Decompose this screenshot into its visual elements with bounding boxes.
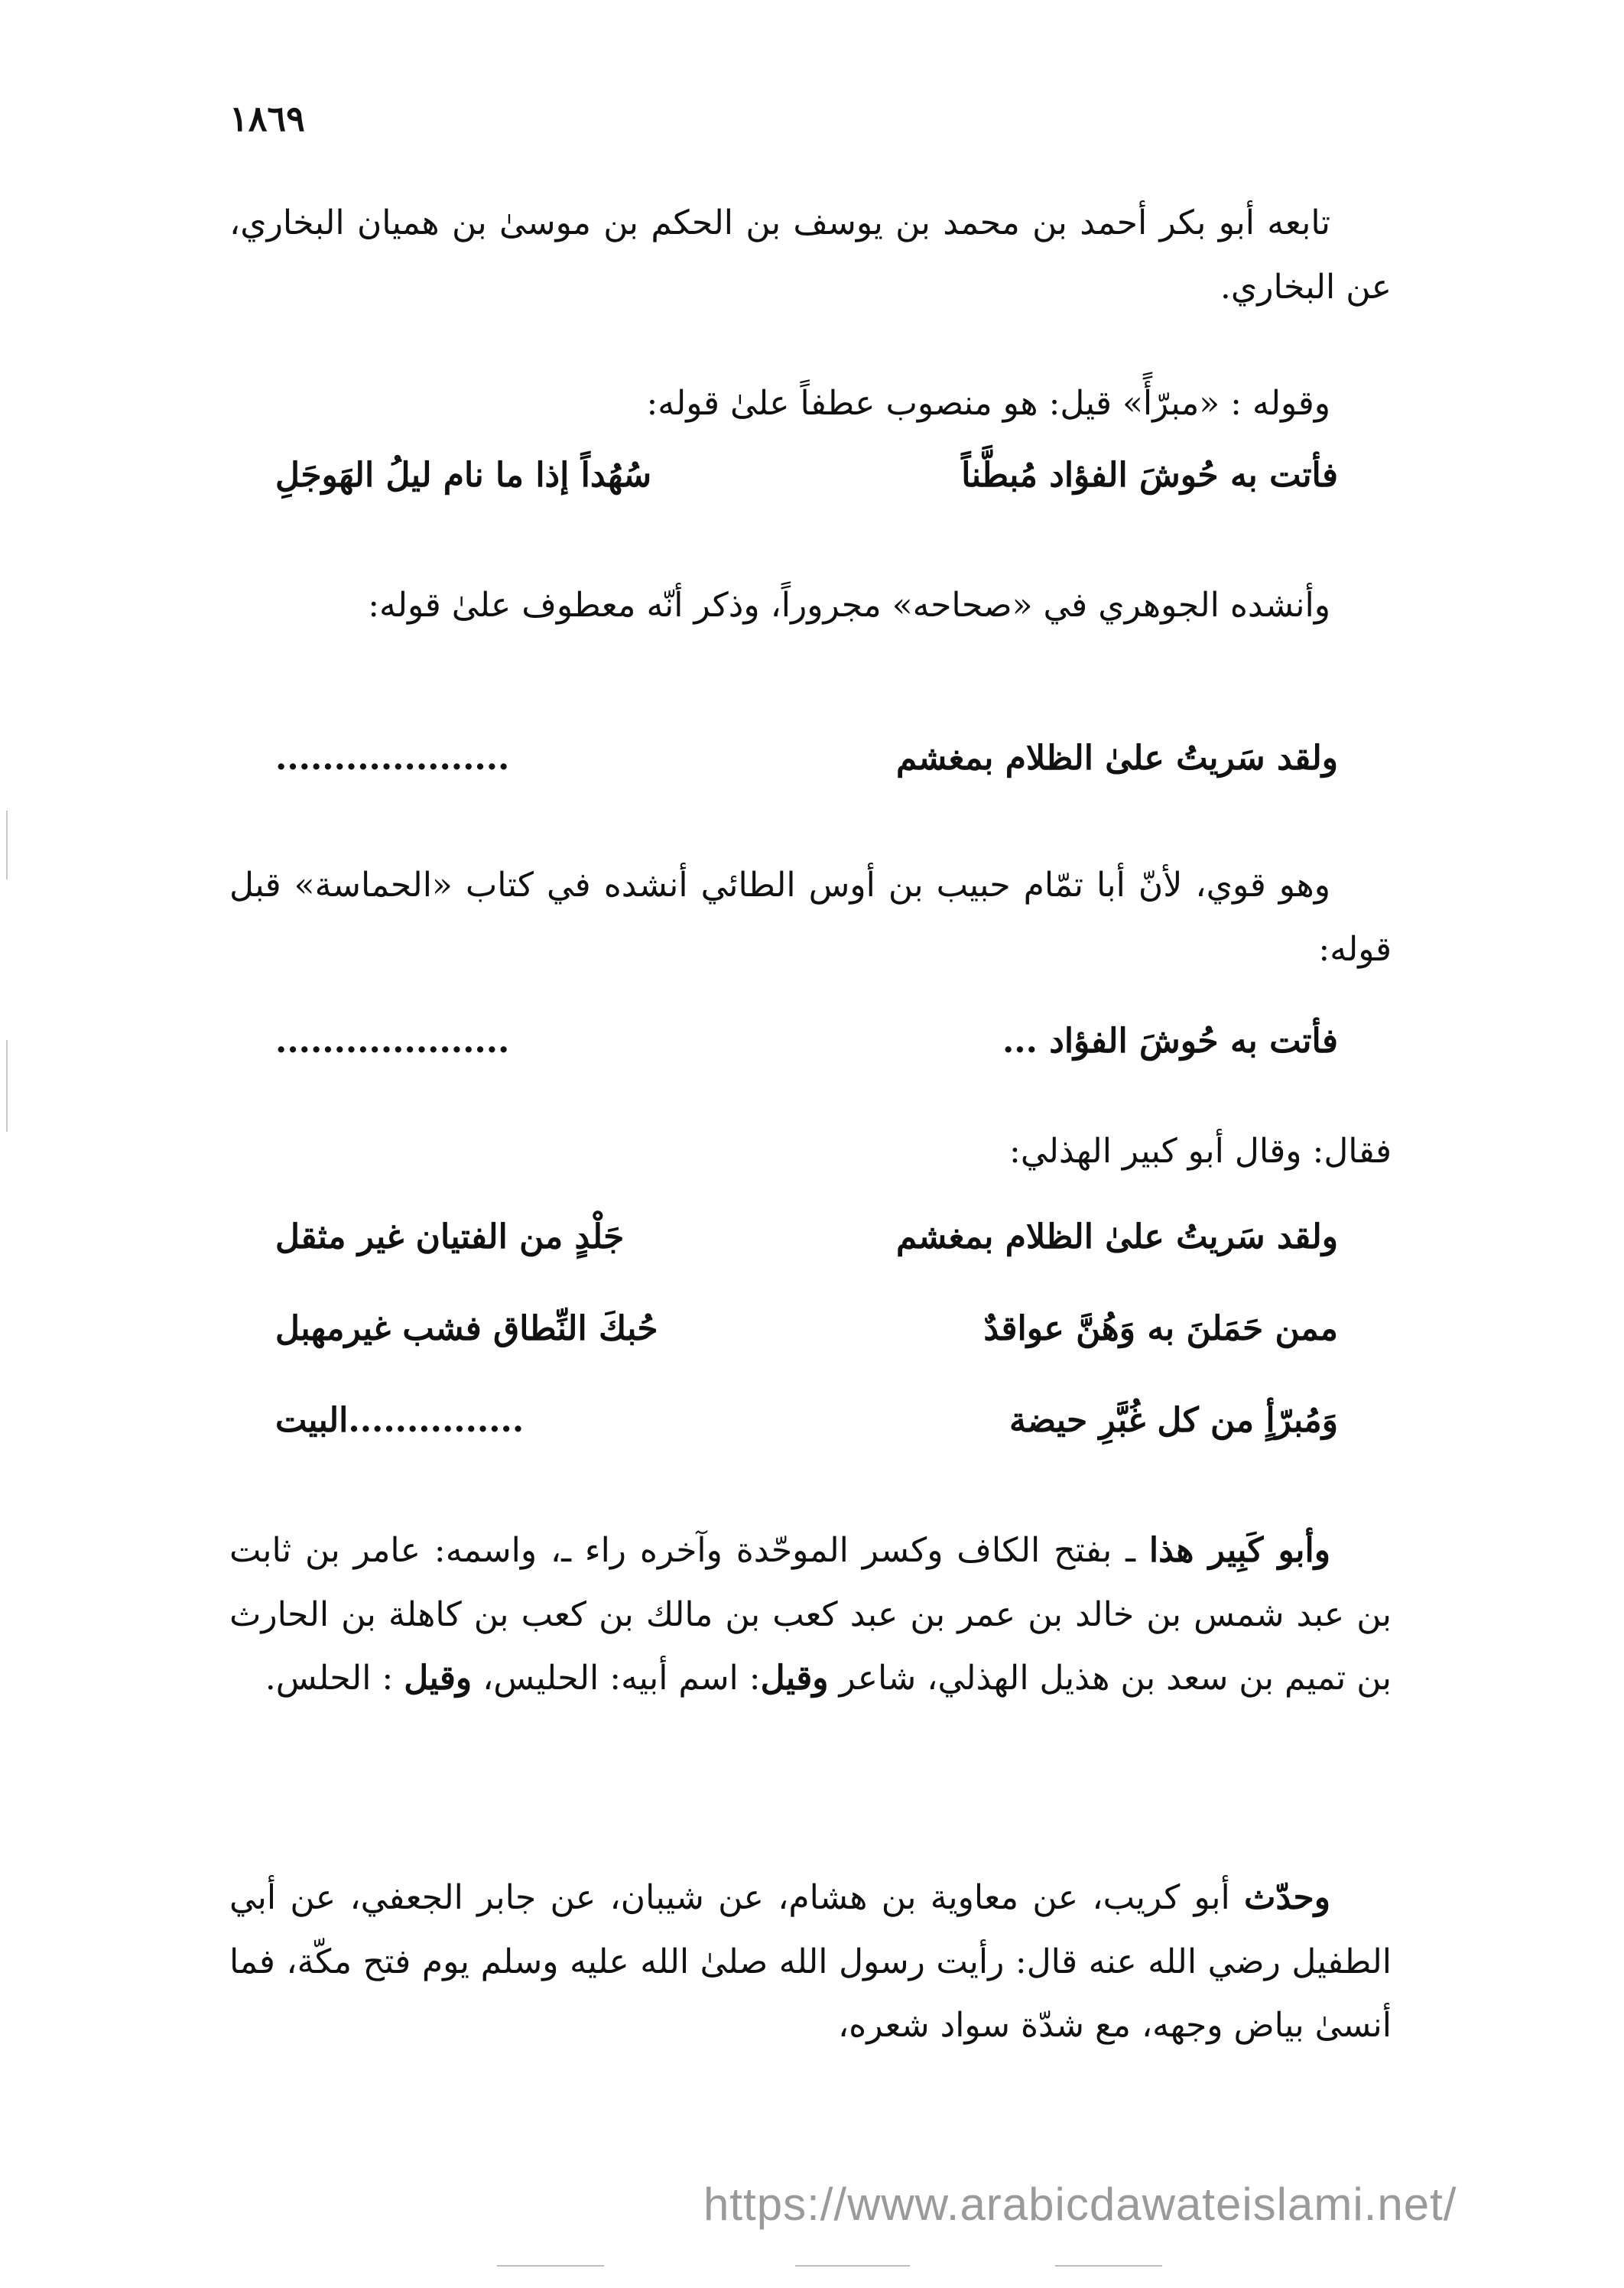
verse-introduction: فقال: وقال أبو كبير الهذلي: <box>1009 1132 1392 1171</box>
verse-line-4 <box>229 1217 1392 1271</box>
bold-lead: وأبو كَبِير هذا <box>1148 1531 1331 1570</box>
verse-second-hemistich: .................... <box>275 1022 510 1061</box>
verse-line-5 <box>229 1309 1392 1363</box>
watermark-url: https://www.arabicdawateislami.net/ <box>703 2179 1457 2230</box>
verse-first-hemistich: فأتت به حُوشَ الفؤاد مُبطَّناً <box>961 456 1338 495</box>
verse-first-hemistich: فأتت به حُوشَ الفؤاد ... <box>1002 1022 1338 1061</box>
verse-line-2 <box>229 739 1392 792</box>
paragraph-6 <box>229 1519 1392 1711</box>
scan-rule <box>1055 2265 1162 2267</box>
paragraph-text: وهو قوي، لأنّ أبا تمّام حبيب بن أوس الطائي أنشده في كتاب «الحماسة» قبل قوله: <box>229 866 1392 969</box>
verse-second-hemistich: حُبكَ النِّطاق فشب غيرمهبل <box>275 1309 658 1348</box>
scan-edge-mark <box>6 1040 8 1132</box>
verse-second-hemistich: .................... <box>275 739 510 778</box>
scan-edge-mark <box>6 811 8 879</box>
paragraph-1 <box>229 191 1392 319</box>
verse-line-3 <box>229 1022 1392 1075</box>
paragraph-text <box>229 1866 1392 2058</box>
paragraph-4 <box>229 853 1392 981</box>
verse-first-hemistich: ولقد سَريتُ علىٰ الظلام بمغشم <box>895 1217 1338 1256</box>
verse-line-1 <box>229 456 1392 509</box>
paragraph-text: تابعه أبو بكر أحمد بن محمد بن يوسف بن الحكم بن موسىٰ بن هميان البخاري، عن البخاري. <box>229 203 1392 307</box>
scan-rule <box>497 2265 604 2267</box>
verse-first-hemistich: ولقد سَريتُ علىٰ الظلام بمغشم <box>895 739 1338 778</box>
paragraph-3 <box>229 574 1392 638</box>
bold-run: وقيل <box>760 1659 829 1698</box>
verse-second-hemistich: سُهُداً إذا ما نام ليلُ الهَوجَلِ <box>275 456 652 495</box>
text-run: : اسم أبيه: الحليس، <box>472 1659 761 1698</box>
paragraph-text <box>229 1519 1392 1711</box>
verse-first-hemistich: وَمُبرّأٍ من كل غُبَّرِ حيضة <box>1009 1401 1338 1440</box>
verse-line-6 <box>229 1401 1392 1454</box>
verse-second-hemistich: جَلْدٍ من الفتيان غير مثقل <box>275 1217 625 1256</box>
text-run: : الحلس. <box>265 1659 404 1698</box>
paragraph-7 <box>229 1866 1392 2058</box>
scan-rule <box>795 2265 910 2267</box>
bold-lead: وحدّث <box>1244 1878 1330 1917</box>
text-run: ـ بفتح الكاف وكسر الموحّدة وآخره راء ـ، واسمه: عامر بن ثابت بن عبد شمس بن خالد بن عمر بن عبد كعب بن مالك بن كعب بن كاهلة بن الحارث بن تميم بن سعد بن هذيل الهذلي، شاعر <box>229 1531 1392 1698</box>
bold-run: وقيل <box>404 1659 473 1698</box>
paragraph-text: وأنشده الجوهري في «صحاحه» مجروراً، وذكر أنّه معطوف علىٰ قوله: <box>368 586 1330 625</box>
verse-first-hemistich: ممن حَمَلنَ به وَهُنَّ عواقدٌ <box>983 1309 1338 1348</box>
paragraph-text: وقوله : «مبرّأً» قيل: هو منصوب عطفاً علىٰ قوله: <box>646 384 1330 423</box>
verse-second-hemistich: ...............البيت <box>275 1401 525 1440</box>
text-run: أبو كريب، عن معاوية بن هشام، عن شيبان، عن جابر الجعفي، عن أبي الطفيل رضي الله عنه قال: رأيت رسول الله صلىٰ الله عليه وسلم يوم فتح مكّة، فما أنسىٰ بياض وجهه، مع شدّة سواد شعره، <box>229 1878 1392 2046</box>
page-number: ١٨٦٩ <box>229 98 305 139</box>
paragraph-2 <box>229 372 1392 436</box>
